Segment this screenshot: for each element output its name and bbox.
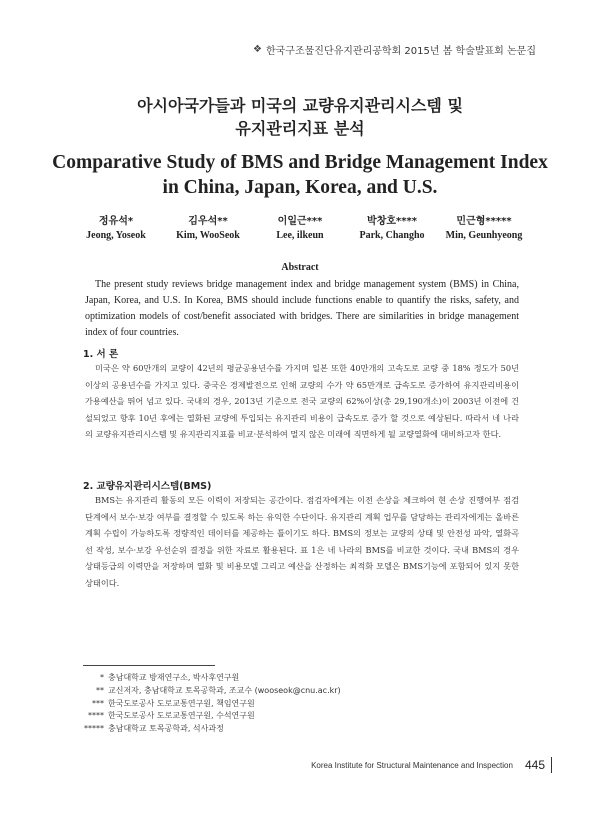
footnote [80,710,341,723]
author-name-ko: 정유석* [98,216,134,227]
footnote-text: 충남대학교 토목공학과, 석사과정 [108,724,224,734]
author [254,215,346,242]
footnote [80,698,341,711]
author-list [70,215,530,242]
footer-divider [551,757,552,773]
author [162,215,254,242]
author [70,215,162,242]
author-name-en: Jeong, Yoseok [86,230,146,241]
footnote [80,672,341,685]
diamond-bullet-icon: ❖ [253,44,262,55]
footnote [80,723,341,736]
footnote-mark: * [100,673,104,682]
author-name-ko: 이일근*** [277,216,323,227]
author-name-en: Min, Geunhyeong [445,230,523,241]
footnote-text: 교신저자, 충남대학교 토목공학과, 조교수 (wooseok@cnu.ac.kr) [108,685,341,695]
author-name-en: Kim, WooSeok [176,230,240,241]
footnote-mark: *** [92,698,104,708]
english-title-line-1: Comparative Study of BMS and Bridge Management Index [52,152,548,173]
english-title [0,150,600,200]
section-1-heading: 1. 서 론 [83,349,119,360]
footnote [80,685,341,698]
abstract-heading: Abstract [281,262,319,273]
footnote-text: 충남대학교 방재연구소, 박사후연구원 [108,673,240,682]
page-footer [311,757,552,773]
korean-title-line-2: 유지관리지표 분석 [235,119,365,138]
author-name-en: Lee, ilkeun [276,230,324,241]
english-title-line-2: in China, Japan, Korea, and U.S. [162,177,438,198]
section-2-text: BMS는 유지관리 활동의 모든 이력이 저장되는 공간이다. 점검자에게는 이전 손상을 체크하여 현 손상 진행여부 점검 단계에서 보수·보강 여부를 결정할 수 있도록 하는 유익한 수단이다. 유지관리 계획 업무를 담당하는 관리자에게는 올바른 계획 수립이 가능하도록 정량적인 데이터를 제공하는 틀이기도 하다. BMS의 정보는 교량의 상태 및 안전성 파악, 열화곡선 작성, 보수·보강 우선순위 결정을 위한 자료로 활용된다. 표 1은 네 나라의 BMS를 비교한 것이다. 국내 BMS의 경우 상태등급의 이력만을 저장하며 열화 및 비용모델 그리고 예산을 산정하는 최적화 모델은 BMS기능에 포함되어 있지 못한 상태이다. [85,495,519,588]
korean-title-line-1: 아시아국가들과 미국의 교량유지관리시스템 및 [137,96,463,115]
journal-header [253,42,536,57]
page-number: 445 [524,758,545,772]
author [346,215,438,242]
footnote-mark: ***** [84,724,104,734]
footnote-text: 한국도로공사 도로교통연구원, 책임연구원 [108,698,255,708]
author-name-ko: 김우석** [188,216,228,227]
section-1-text: 미국은 약 60만개의 교량이 42년의 평균공용년수를 가지며 일본 또한 40만개의 고속도로 교량 중 18% 정도가 50년 이상의 공용년수를 가지고 있다. 중국은 경제발전으로 인해 교량의 수가 약 65만개로 급속도로 증가하여 유지관리비용이 가용예산을 뛰어 넘고 있다. 국내의 경우, 2013년 기준으로 전국 교량의 62%이상(총 29,190개소)이 2003년 이전에 건설되었고 향후 10년 후에는 열화된 교량에 투입되는 유지관리 비용이 급속도로 증가 할 것으로 예상된다. 따라서 네 나라의 교량유지관리시스템 및 유지관리지표를 비교·분석하여 멀지 않은 미래에 직면하게 될 교량열화에 대비하고자 한다. [85,363,519,440]
author-name-ko: 박창호**** [367,216,417,227]
author-name-en: Park, Changho [359,230,425,241]
institute-name: Korea Institute for Structural Maintenance and Inspection [311,760,513,770]
journal-name: 한국구조물진단유지관리공학회 2015년 봄 학술발표회 논문집 [265,46,536,57]
author [438,215,530,242]
footnote-list [80,672,341,736]
author-name-ko: 민근형***** [456,216,512,227]
section-2-heading: 2. 교량유지관리시스템(BMS) [83,481,212,492]
footnote-mark: ** [96,685,104,695]
footnote-text: 한국도로공사 도로교통연구원, 수석연구원 [108,711,255,721]
footnote-mark: **** [88,711,104,721]
abstract-text: The present study reviews bridge management index and bridge management system (BMS) in China, Japan, Korea, and U.S. In Korea, BMS should include functions enable to quantify the risks, safety, and optimization models of cost/benefit associated with bridges. There are similarities in bridge management index of four countries. [85,279,519,338]
korean-title [0,94,600,140]
footnote-divider [83,665,215,666]
